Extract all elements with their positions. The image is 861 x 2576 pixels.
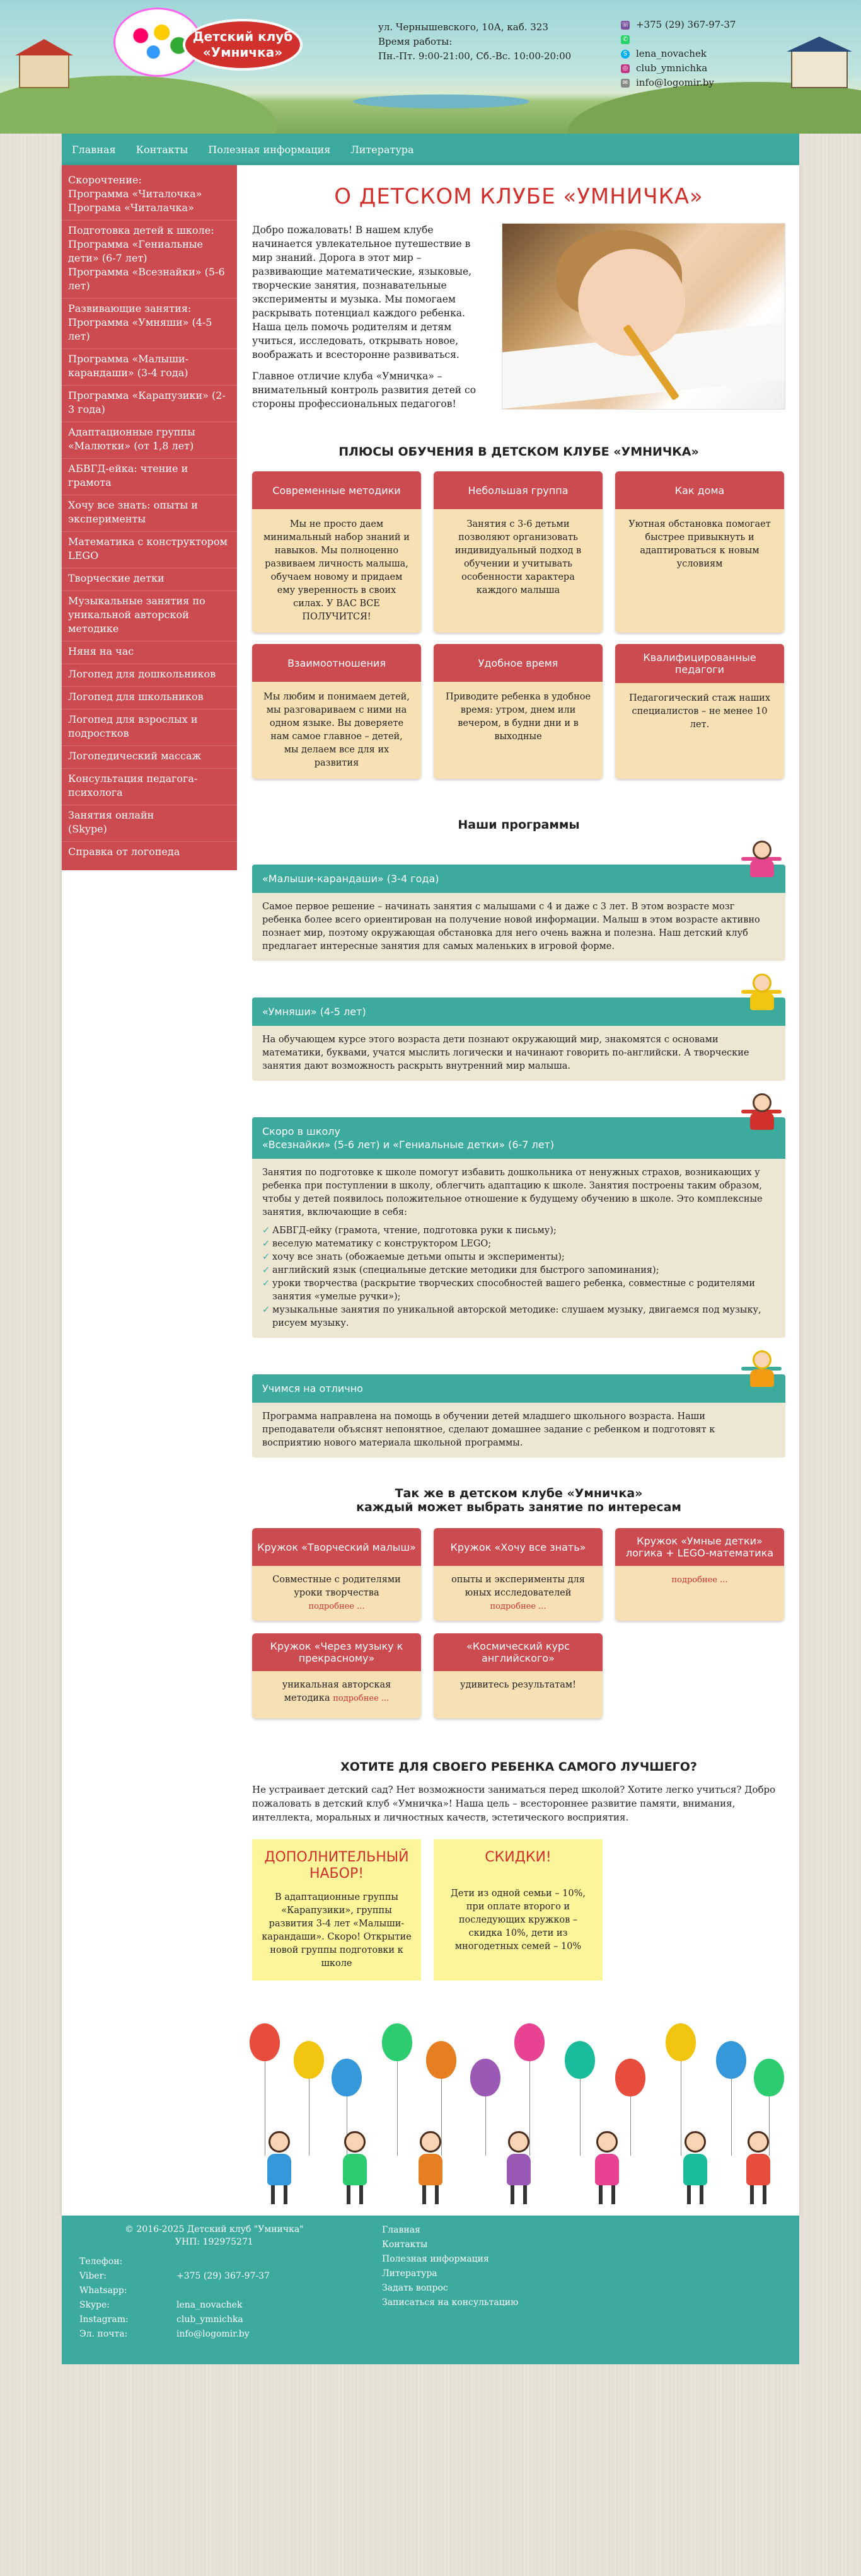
club-more-link[interactable]: подробнее ...	[671, 1575, 728, 1585]
phone-link[interactable]: +375 (29) 367-97-37	[636, 19, 736, 30]
program-title: «Малыши-карандаши» (3-4 года)	[252, 865, 785, 893]
header-info	[378, 20, 571, 64]
balloon-icon	[382, 2023, 412, 2061]
skype-icon: S	[621, 50, 630, 59]
offer-title: ДОПОЛНИТЕЛЬНЫЙ НАБОР!	[264, 1849, 409, 1882]
email-icon: ✉	[621, 79, 630, 88]
nav-useful-info[interactable]: Полезная информация	[208, 143, 331, 156]
benefit-card-title: Удобное время	[434, 644, 603, 682]
list-item: ✓ английский язык (специальные детские методики для быстрого запоминания);	[262, 1264, 775, 1277]
pond-graphic	[353, 95, 529, 108]
sidebar-item-abvgd[interactable]: АБВГД-ейка: чтение и грамота	[62, 459, 237, 495]
content	[237, 165, 799, 2216]
unp-text: УНП: 192975271	[175, 2237, 253, 2247]
sidebar-item-development[interactable]: Развивающие занятия: Программа «Умняши» (4-5 лет)	[62, 299, 237, 349]
offer-card	[252, 1839, 421, 1981]
footer-value: info@logomir.by	[176, 2329, 250, 2339]
footer-label: Instagram:	[79, 2314, 129, 2325]
balloon-string	[485, 2096, 486, 2156]
program-block	[252, 865, 785, 961]
benefit-card-text: Занятия с 3-6 детьми позволяют организовать индивидуальный подход в обучении и учитывать особенности характера каждого малыша	[454, 519, 582, 595]
benefit-card-title: Взаимоотношения	[252, 644, 421, 682]
program-block	[252, 1374, 785, 1458]
logo-text	[183, 19, 303, 71]
sidebar-item-adaptation[interactable]: Адаптационные группы «Малютки» (от 1,8 лет)	[62, 422, 237, 459]
site-footer	[62, 2216, 799, 2364]
club-card	[252, 1633, 421, 1718]
child-icon	[338, 2131, 372, 2207]
child-icon	[413, 2131, 448, 2207]
program-block	[252, 1117, 785, 1338]
copyright-text: © 2016-2025 Детский клуб "Умничка"	[125, 2224, 304, 2234]
benefit-card	[615, 644, 784, 779]
kid-illustration-icon	[741, 971, 782, 1011]
benefit-card-text: Мы не просто даем минимальный набор знаний и навыков. Мы полноценно развиваем личность малыша, обучаем новому и придаем ему уверенность в своих силах. У ВАС ВСЕ ПОЛУЧИТСЯ!	[263, 519, 410, 622]
benefit-card	[252, 644, 421, 779]
footer-value: lena_novachek	[176, 2300, 243, 2310]
list-item: ✓ веселую математику с конструктором LEGO;	[262, 1238, 775, 1251]
child-icon	[678, 2131, 712, 2207]
benefits-heading: ПЛЮСЫ ОБУЧЕНИЯ В ДЕТСКОМ КЛУБЕ «УМНИЧКА»	[338, 445, 699, 459]
clubs-grid	[252, 1528, 785, 1718]
offer-text: В адаптационные группы «Карапузики», группы развития 3-4 лет «Малыши-карандаши». Скоро! Открытие новой группы подготовки к школе	[262, 1892, 412, 1969]
balloon-string	[630, 2096, 631, 2156]
footer-link-ask[interactable]: Задать вопрос	[382, 2283, 448, 2293]
sidebar-item-school-prep[interactable]: Подготовка детей к школе: Программа «Гениальные дети» (6-7 лет) Программа «Всезнайки» (5-6 лет)	[62, 221, 237, 299]
balloon-icon	[666, 2023, 696, 2061]
program-text: Самое первое решение – начинать занятия с малышами с 4 и даже с 3 лет. В этом возрасте мозг ребенка более всего ориентирован на получение новой информации. Малыш в этом возрасте активно познает мир, поэтому окружающая обстановка для него очень важна и полезна. Наш детский клуб предлагает интересные занятия для самых маленьких в игровой форме.	[252, 893, 785, 961]
best-text: Не устраивает детский сад? Нет возможности заниматься перед школой? Хотите легко учиться? Добро пожаловать в детский клуб «Умничка»! Наша цель – всестороннее развитие памяти, внимания, интеллекта, моральных и личностных качеств, эстетического восприятия.	[252, 1784, 776, 1823]
sidebar-item-karapuziki[interactable]: Программа «Карапузики» (2-3 года)	[62, 386, 237, 422]
benefit-card-text: Уютная обстановка помогает быстрее привыкнуть и адаптироваться к новым условиям	[628, 519, 771, 569]
sidebar-item-music[interactable]: Музыкальные занятия по уникальной авторской методике	[62, 591, 237, 641]
footer-link-consultation[interactable]: Записаться на консультацию	[382, 2297, 519, 2308]
club-text: удивитесь результатам!	[459, 1680, 577, 1690]
club-card	[615, 1528, 784, 1621]
benefits-grid-bottom	[252, 644, 785, 779]
house-graphic	[19, 54, 69, 88]
benefit-card-text: Мы любим и понимаем детей, мы разговариваем с ними на одном языке. Вы доверяете нам самое главное – детей, мы делаем все для их развития	[263, 692, 410, 768]
sidebar-item-lego-math[interactable]: Математика с конструктором LEGO	[62, 532, 237, 568]
benefit-card-title: Небольшая группа	[434, 471, 603, 509]
club-title: Кружок «Через музыку к прекрасному»	[252, 1633, 421, 1671]
offer-title: СКИДКИ!	[485, 1849, 552, 1865]
nav-literature[interactable]: Литература	[350, 143, 414, 156]
club-card	[434, 1633, 603, 1718]
balloon-icon	[716, 2041, 746, 2079]
footer-label: Эл. почта:	[79, 2329, 128, 2339]
nav-home[interactable]: Главная	[72, 143, 116, 156]
benefit-card-title: Как дома	[615, 471, 784, 509]
programs-heading: Наши программы	[458, 818, 580, 832]
nav-contacts[interactable]: Контакты	[136, 143, 188, 156]
benefit-card	[434, 644, 603, 779]
list-item: ✓ музыкальные занятия по уникальной авторской методике: слушаем музыку, двигаемся под музыку, рисуем музыку.	[262, 1304, 775, 1330]
kid-illustration-icon	[741, 1348, 782, 1388]
balloon-icon	[565, 2041, 595, 2079]
footer-copyright	[125, 2223, 304, 2248]
club-text: опыты и эксперименты для юных исследователей	[451, 1575, 585, 1598]
footer-label: Viber:	[79, 2271, 107, 2281]
sidebar-item-massage[interactable]: Логопедический массаж	[62, 746, 237, 769]
sidebar-item-online[interactable]: Занятия онлайн (Skype)	[62, 805, 237, 842]
best-heading: ХОТИТЕ ДЛЯ СВОЕГО РЕБЕНКА САМОГО ЛУЧШЕГО?	[340, 1760, 697, 1774]
program-title: «Умняши» (4-5 лет)	[252, 998, 785, 1026]
footer-label: Whatsapp:	[79, 2286, 127, 2296]
club-text: Совместные с родителями уроки творчества	[272, 1575, 401, 1598]
hours-label: Время работы:	[378, 36, 453, 47]
balloon-icon	[250, 2023, 280, 2061]
sidebar-item-certificate[interactable]: Справка от логопеда	[68, 846, 180, 858]
footer-link-literature[interactable]: Литература	[382, 2268, 437, 2279]
list-item: ✓ АБВГД-ейку (грамота, чтение, подготовка руки к письму);	[262, 1224, 775, 1238]
kid-illustration-icon	[741, 838, 782, 878]
site-header	[0, 0, 861, 134]
program-title: Скоро в школу «Всезнайки» (5-6 лет) и «Гениальные детки» (6-7 лет)	[252, 1117, 785, 1159]
balloon-string	[397, 2061, 398, 2156]
program-list	[262, 1224, 775, 1330]
working-hours: Пн.-Пт. 9:00-21:00, Сб.-Вс. 10:00-20:00	[378, 50, 572, 62]
instagram-link[interactable]: club_ymnichka	[636, 62, 708, 74]
intro-section	[252, 223, 785, 418]
footer-label: Skype:	[79, 2300, 110, 2310]
child-icon	[502, 2131, 536, 2207]
footer-value: club_ymnichka	[176, 2314, 243, 2325]
footer-contacts	[79, 2255, 270, 2342]
balloon-icon	[294, 2041, 324, 2079]
balloon-icon	[332, 2059, 362, 2096]
program-block	[252, 998, 785, 1081]
kid-illustration-icon	[741, 1091, 782, 1131]
site-logo[interactable]	[113, 8, 315, 83]
sidebar-item-malyshi[interactable]: Программа «Малыши-карандаши» (3-4 года)	[62, 349, 237, 386]
benefit-card-text: Педагогический стаж наших специалистов – не менее 10 лет.	[628, 693, 771, 730]
whatsapp-icon: ✆	[621, 35, 630, 44]
list-item: ✓ хочу все знать (обожаемые детьми опыты и эксперименты);	[262, 1251, 775, 1264]
program-text: Занятия по подготовке к школе помогут избавить дошкольника от ненужных страхов, возникающих у ребенка при поступлении в школу, облегчить адаптацию к школе. Занятия построены таким образом, чтобы у детей появилось положительное отношение к будущему обучению в школе. Это комплексные занятия, включающие в себя:	[262, 1168, 763, 1217]
program-body	[252, 1159, 785, 1338]
sidebar-item-logoped-school[interactable]: Логопед для школьников	[62, 687, 237, 710]
club-text: уникальная авторская методика	[282, 1680, 391, 1703]
balloon-string	[580, 2079, 581, 2156]
offers	[252, 1839, 785, 1981]
offer-card	[434, 1839, 603, 1981]
house-graphic	[791, 50, 848, 88]
program-title: Учимся на отлично	[252, 1374, 785, 1403]
club-title: Кружок «Творческий малыш»	[252, 1528, 421, 1566]
club-more-link[interactable]: подробнее ...	[333, 1694, 390, 1703]
address: ул. Чернышевского, 10А, каб. 323	[378, 21, 548, 33]
benefit-card-title: Современные методики	[252, 471, 421, 509]
footer-link-useful[interactable]: Полезная информация	[382, 2254, 489, 2264]
balloon-icon	[754, 2059, 784, 2096]
main-area	[62, 165, 799, 2216]
email-link[interactable]: info@logomir.by	[636, 77, 714, 88]
roof-graphic	[787, 37, 852, 52]
balloon-icon	[514, 2023, 545, 2061]
sidebar-item-experiments[interactable]: Хочу все знать: опыты и эксперименты	[62, 495, 237, 532]
child-icon	[262, 2131, 296, 2207]
balloon-icon	[615, 2059, 645, 2096]
sidebar-item-logoped-preschool[interactable]: Логопед для дошкольников	[62, 664, 237, 687]
logo-line-2: «Умничка»	[202, 45, 283, 60]
club-title: Кружок «Умные детки» логика + LEGO-математика	[615, 1528, 784, 1566]
main-nav	[62, 134, 799, 165]
benefit-card	[252, 471, 421, 633]
footer-value: +375 (29) 367-97-37	[176, 2271, 270, 2281]
sidebar	[62, 165, 237, 870]
benefit-card-title: Квалифицированные педагоги	[615, 644, 784, 683]
club-card	[252, 1528, 421, 1621]
intro-paragraph-1: Добро пожаловать! В нашем клубе начинается увлекательное путешествие в мир знаний. Дорога в этот мир – развивающие математические, языковые, творческие занятия, познавательные эксперименты и музыка. Мы помогаем раскрывать потенциал каждого ребенка. Наша цель помочь родителям и детям учиться, исследовать, открывать новое, воображать и всесторонне развиваться.	[252, 224, 472, 360]
offer-text: Дети из одной семьи – 10%, при оплате второго и последующих кружков – скидка 10%, дети из многодетных семей – 10%	[450, 1889, 586, 1952]
sidebar-item-logoped-adults[interactable]: Логопед для взрослых и подростков	[62, 710, 237, 746]
intro-photo	[502, 223, 785, 410]
club-card	[434, 1528, 603, 1621]
footer-link-home[interactable]: Главная	[382, 2225, 420, 2235]
instagram-icon: ◎	[621, 64, 630, 73]
header-contacts	[621, 18, 736, 90]
club-title: «Космический курс английского»	[434, 1633, 603, 1671]
footer-links	[382, 2223, 518, 2310]
child-icon	[741, 2131, 775, 2207]
list-item: ✓ уроки творчества (раскрытие творческих способностей вашего ребенка, совместные с родителями занятия «умелые ручки»);	[262, 1277, 775, 1304]
balloon-icon	[470, 2059, 500, 2096]
logo-line-1: Детский клуб	[192, 29, 293, 44]
viber-icon: ☏	[621, 21, 630, 28]
footer-label: Телефон:	[79, 2257, 123, 2267]
club-title: Кружок «Хочу все знать»	[434, 1528, 603, 1566]
sidebar-item-creative[interactable]: Творческие детки	[62, 568, 237, 591]
club-more-link[interactable]: подробнее ...	[490, 1602, 546, 1611]
benefit-card-text: Приводите ребенка в удобное время: утром, днем или вечером, в будни дни и в выходные	[445, 692, 591, 742]
balloon-string	[731, 2079, 732, 2156]
sidebar-item-psychologist[interactable]: Консультация педагога-психолога	[62, 769, 237, 805]
page-title: О ДЕТСКОМ КЛУБЕ «УМНИЧКА»	[334, 184, 703, 209]
sidebar-item-speed-reading[interactable]: Скорочтение: Программа «Читалочка» Програма «Читалачка»	[62, 170, 237, 221]
sidebar-item-nanny[interactable]: Няня на час	[62, 641, 237, 664]
benefit-card	[615, 471, 784, 633]
club-more-link[interactable]: подробнее ...	[308, 1602, 365, 1611]
roof-graphic	[15, 39, 73, 55]
intro-text	[252, 223, 492, 418]
child-icon	[590, 2131, 624, 2207]
clubs-heading: Так же в детском клубе «Умничка» каждый может выбрать занятие по интересам	[356, 1486, 681, 1514]
skype-link[interactable]: lena_novachek	[636, 48, 707, 59]
balloon-icon	[426, 2041, 456, 2079]
balloons-kids-illustration	[237, 2011, 799, 2216]
program-text: Программа направлена на помощь в обучении детей младшего школьного возраста. Наши преподаватели объяснят непонятное, сделают домашнее задание с ребенком и подготовят к восприятию нового материала школьной программы.	[252, 1403, 785, 1458]
benefit-card	[434, 471, 603, 633]
intro-paragraph-2: Главное отличие клуба «Умничка» – внимательный контроль развития детей со стороны профессиональных педагогов!	[252, 371, 477, 410]
program-text: На обучающем курсе этого возраста дети познают окружающий мир, знакомятся с основами математики, буквами, учатся мыслить логически и начинают говорить по-английски. А творческие занятия дают возможность раскрыть внутренний мир малыша.	[252, 1026, 785, 1081]
benefits-grid-top	[252, 471, 785, 633]
footer-link-contacts[interactable]: Контакты	[382, 2240, 428, 2250]
